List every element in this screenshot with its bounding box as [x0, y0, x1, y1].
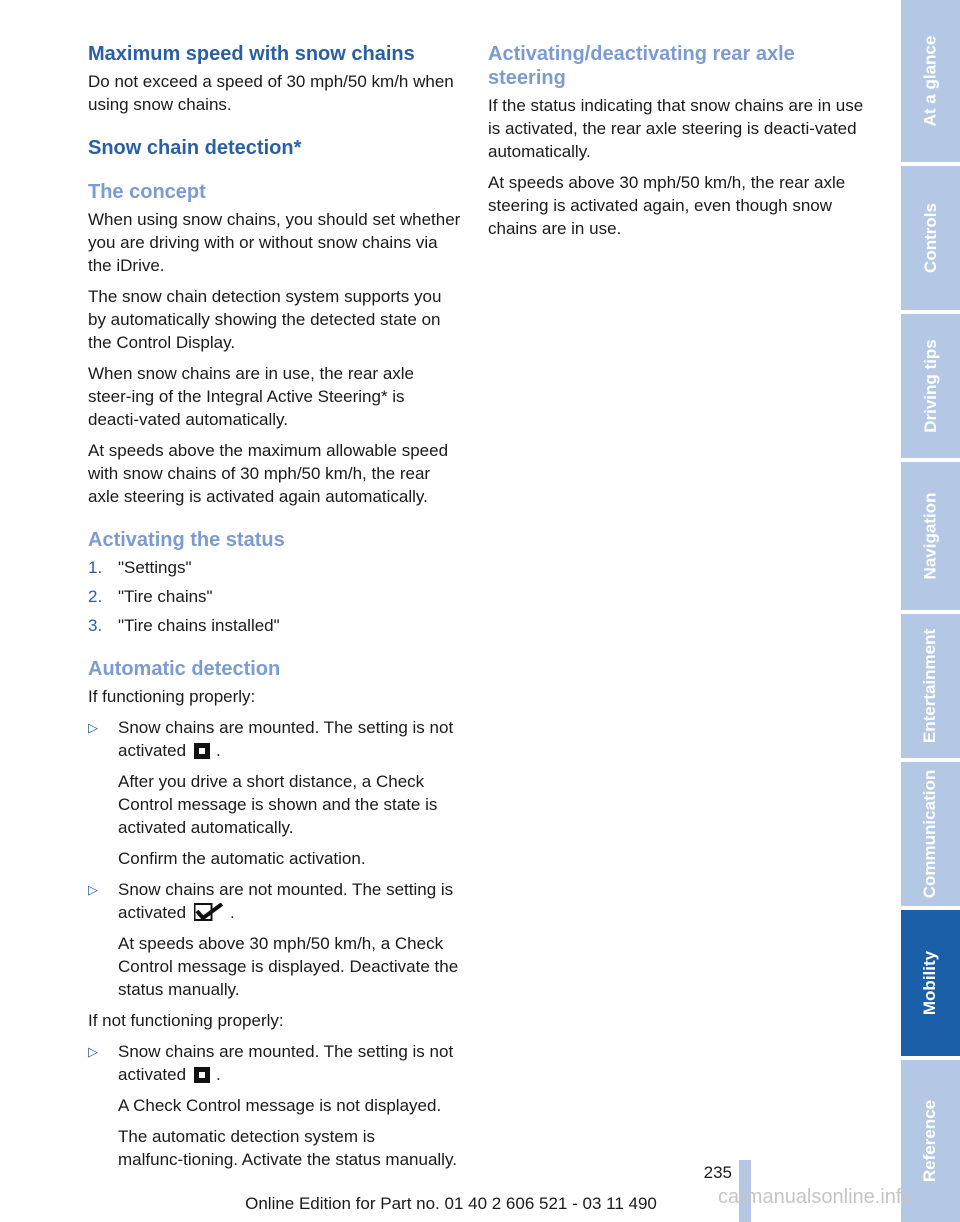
tab-label: Controls [920, 203, 940, 273]
steps-list [88, 556, 464, 637]
heading-rear-axle-steering: Activating/deactivating rear axle steering [488, 43, 795, 89]
text-rear-1: If the status indicating that snow chains are in use is activated, the rear axle steering is deacti‑vated automatically. [488, 96, 864, 161]
tab-label: Entertainment [920, 628, 940, 744]
heading-max-speed: Maximum speed with snow chains [88, 43, 415, 65]
tab-entertainment[interactable] [901, 614, 960, 758]
bullet-item [88, 1040, 464, 1171]
tab-label: Reference [920, 1099, 940, 1183]
step-item [88, 614, 464, 637]
bullet-subtext: At speeds above 30 mph/50 km/h, a Check Control message is displayed. Deactivate the status manually. [118, 934, 459, 999]
tab-label: Communication [920, 769, 940, 899]
page-number: 235 [703, 1163, 732, 1182]
step-number: 1. [88, 558, 103, 577]
heading-activating-status: Activating the status [88, 529, 285, 551]
bullet-subtext: The automatic detection system is malfunc‑tioning. Activate the status manually. [118, 1127, 457, 1169]
period: . [230, 903, 235, 922]
tab-controls[interactable] [901, 166, 960, 310]
checkbox-checked-icon [194, 903, 224, 921]
tab-at-a-glance[interactable] [901, 0, 960, 162]
heading-concept: The concept [88, 181, 206, 203]
text-concept-3: When snow chains are in use, the rear axle steer‑ing of the Integral Active Steering* is deacti‑vated automatically. [88, 364, 415, 429]
checkbox-unchecked-icon [194, 1067, 210, 1083]
bullet-subtext: A Check Control message is not displayed. [118, 1096, 442, 1115]
period: . [216, 1065, 221, 1084]
text-max-speed: Do not exceed a speed of 30 mph/50 km/h when using snow chains. [88, 72, 454, 114]
heading-automatic-detection: Automatic detection [88, 658, 281, 680]
left-column [88, 42, 464, 1179]
text-concept-4: At speeds above the maximum allowable speed with snow chains of 30 mph/50 km/h, the rear axle steering is activated again automatically. [88, 441, 449, 506]
tab-label: Mobility [920, 950, 940, 1016]
tab-communication[interactable] [901, 762, 960, 906]
tab-navigation[interactable] [901, 462, 960, 610]
period: . [216, 741, 221, 760]
step-item [88, 556, 464, 579]
bullet-triangle-icon: ▷ [88, 882, 98, 897]
text-if-not-functioning: If not functioning properly: [88, 1011, 284, 1030]
bullet-text: Snow chains are mounted. The setting is not activated [118, 718, 454, 760]
bullet-subtext: Confirm the automatic activation. [118, 849, 366, 868]
step-number: 3. [88, 616, 103, 635]
chapter-sidebar [901, 0, 960, 1222]
step-item [88, 585, 464, 608]
footer-edition: Online Edition for Part no. 01 40 2 606 521 - 03 11 490 [245, 1194, 657, 1213]
bullet-triangle-icon: ▷ [88, 1044, 98, 1059]
tab-label: Navigation [920, 492, 940, 580]
step-text: "Tire chains" [118, 587, 213, 606]
bullet-list-not-functioning [88, 1040, 464, 1171]
tab-label: Driving tips [920, 339, 940, 433]
tab-mobility[interactable] [901, 910, 960, 1056]
text-concept-1: When using snow chains, you should set whether you are driving with or without snow chains via the iDrive. [88, 210, 461, 275]
bullet-text: Snow chains are mounted. The setting is not activated [118, 1042, 454, 1084]
tab-label: At a glance [920, 35, 940, 127]
bullet-item [88, 878, 464, 1001]
bullet-item [88, 716, 464, 870]
text-rear-2: At speeds above 30 mph/50 km/h, the rear axle steering is activated again, even though snow chains are in use. [488, 173, 846, 238]
checkbox-unchecked-icon [194, 743, 210, 759]
step-text: "Tire chains installed" [118, 616, 280, 635]
watermark: carmanualsonline.info [718, 1186, 913, 1208]
bullet-list-functioning [88, 716, 464, 1001]
text-if-functioning: If functioning properly: [88, 687, 256, 706]
step-number: 2. [88, 587, 103, 606]
text-concept-2: The snow chain detection system supports you by automatically showing the detected state on the Control Display. [88, 287, 442, 352]
bullet-text: Snow chains are not mounted. The setting is activated [118, 880, 454, 922]
heading-snow-chain-detection: Snow chain detection* [88, 137, 302, 159]
tab-driving-tips[interactable] [901, 314, 960, 458]
right-column [488, 42, 864, 248]
step-text: "Settings" [118, 558, 192, 577]
bullet-triangle-icon: ▷ [88, 720, 98, 735]
bullet-subtext: After you drive a short distance, a Check Control message is shown and the state is activated automatically. [118, 772, 438, 837]
